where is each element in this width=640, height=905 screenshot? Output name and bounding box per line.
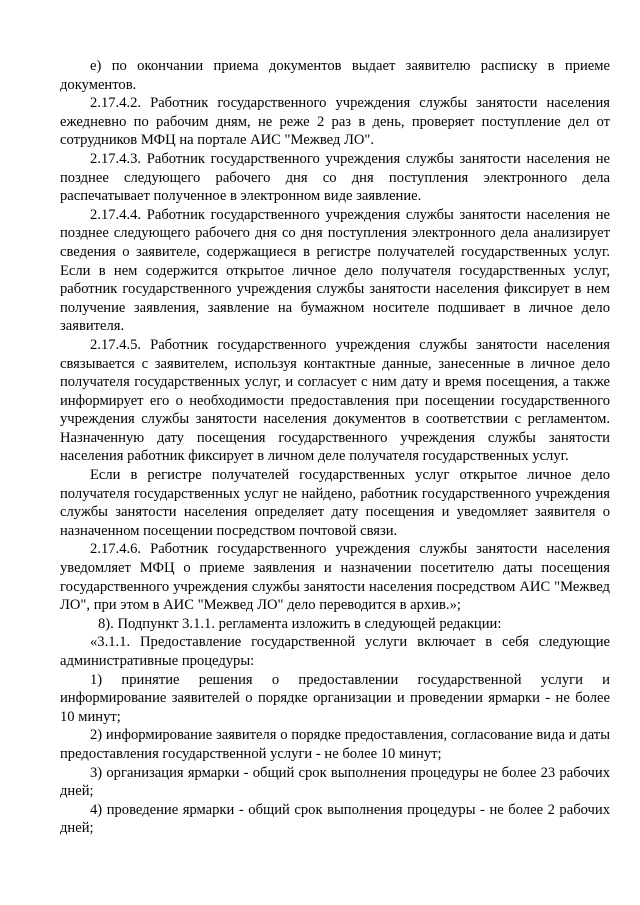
paragraph-2-17-4-2: 2.17.4.2. Работник государственного учреждения службы занятости населения ежедневно по рабочим дням, не реже 2 раз в день, проверяет поступление дел от сотрудников МФЦ на портале АИС "Межвед ЛО".	[60, 95, 610, 149]
paragraph-amendment-8: 8). Подпункт 3.1.1. регламента изложить в следующей редакции:	[98, 615, 502, 632]
list-item-procedure-3: 3) организация ярмарки - общий срок выполнения процедуры не более 23 рабочих дней;	[60, 764, 610, 800]
list-item-procedure-2: 2) информирование заявителя о порядке предоставления, согласование вида и даты предоставления государственной услуги - не более 10 минут;	[60, 727, 610, 762]
document-page	[60, 57, 610, 838]
paragraph-3-1-1: «3.1.1. Предоставление государственной услуги включает в себя следующие административные процедуры:	[60, 634, 610, 669]
list-item-procedure-4: 4) проведение ярмарки - общий срок выполнения процедуры - не более 2 рабочих дней;	[60, 801, 610, 837]
paragraph-2-17-4-6: 2.17.4.6. Работник государственного учреждения службы занятости населения уведомляет МФЦ о приеме заявления и назначении посетителю даты посещения государственного учреждения службы занятости населения посредством АИС "Межвед ЛО", при этом в АИС "Межвед ЛО" дело переводится в архив.»;	[60, 541, 610, 614]
paragraph-item-e: е) по окончании приема документов выдает заявителю расписку в приеме документов.	[60, 58, 610, 93]
paragraph-2-17-4-4: 2.17.4.4. Работник государственного учреждения службы занятости населения не позднее следующего рабочего дня со дня поступления электронного дела анализирует сведения о заявителе, содержащиеся в регистре получателей государственных услуг. Если в нем содержится открытое личное дело получателя государственных услуг, работник государственного учреждения службы занятости населения фиксирует в нем получение заявления, заявление на бумажном носителе подшивает в личное дело заявителя.	[60, 206, 610, 335]
paragraph-2-17-4-3: 2.17.4.3. Работник государственного учреждения службы занятости населения не позднее следующего рабочего дня со дня поступления электронного дела распечатывает полученное в электронном виде заявление.	[60, 150, 610, 205]
list-item-procedure-1: 1) принятие решения о предоставлении государственной услуги и информирование заявителей о порядке организации и проведении ярмарки - не более 10 минут;	[60, 671, 610, 725]
paragraph-2-17-4-5: 2.17.4.5. Работник государственного учреждения службы занятости населения связывается с заявителем, используя контактные данные, занесенные в личное дело получателя государственных услуг, и согласует с ним дату и время посещения, а также информирует его о необходимости предоставления при посещении государственного учреждения службы занятости населения документов в соответствии с регламентом. Назначенную дату посещения государственного учреждения службы занятости населения работник фиксирует в личном деле получателя государственных услуг.	[60, 336, 610, 465]
paragraph-register-not-found: Если в регистре получателей государственных услуг открытое личное дело получателя государственных услуг не найдено, работник государственного учреждения службы занятости населения определяет дату посещения и уведомляет заявителя о назначенном посещении посредством почтовой связи.	[60, 467, 610, 539]
